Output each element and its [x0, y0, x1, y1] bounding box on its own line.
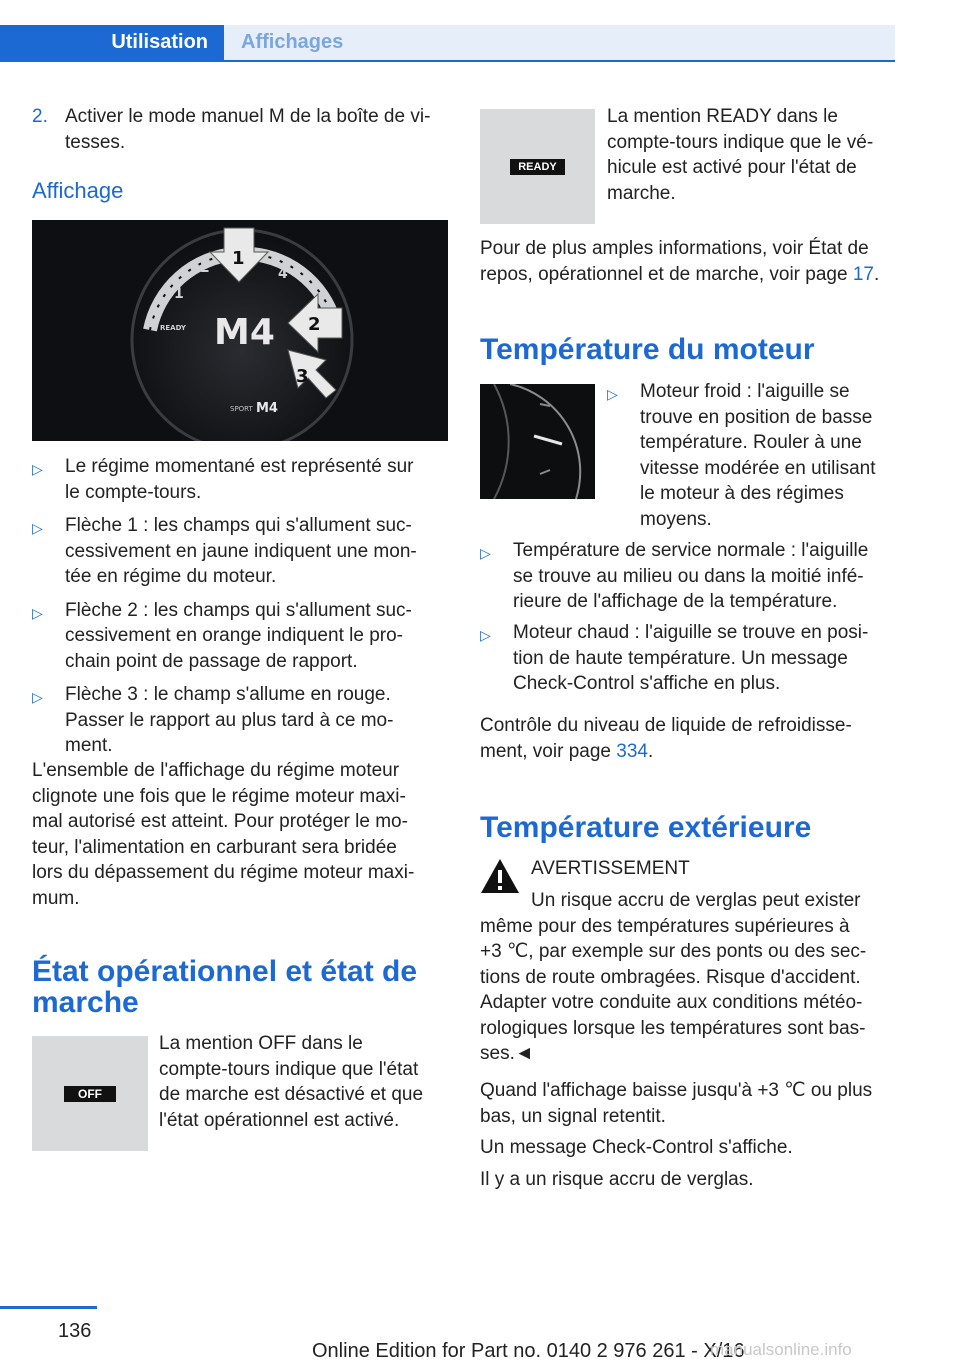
para-line: +3 ℃, par exemple sur des ponts ou des sec- — [480, 941, 867, 962]
coolant-paragraph — [480, 713, 920, 764]
list-item — [480, 538, 920, 615]
para-line: lors du dépassement du régime moteur maxi- — [32, 862, 415, 883]
arrow-number: 2 — [308, 314, 321, 335]
triangle-bullet-icon: ▷ — [32, 520, 43, 536]
triangle-bullet-icon: ▷ — [32, 689, 43, 705]
temperature-gauge-image — [480, 384, 595, 499]
para-line: ses.◄ — [480, 1043, 534, 1064]
tab-affichages[interactable]: Affichages — [224, 25, 895, 60]
para-line: compte-tours indique que le vé- — [607, 131, 874, 153]
off-indicator-image — [32, 1036, 148, 1151]
list-line: Moteur chaud : l'aiguille se trouve en posi- — [513, 622, 869, 643]
shift-lights-image — [32, 220, 448, 441]
arrow-number: 3 — [296, 366, 309, 387]
para-line: bas, un signal retentit. — [480, 1105, 666, 1127]
para-line: marche. — [607, 182, 676, 204]
list-line: moyens. — [640, 508, 712, 530]
para-line: compte-tours indique que l'état — [159, 1058, 419, 1080]
tachometer-graphic — [32, 220, 448, 441]
para-line: mal autorisé est atteint. Pour protéger le mo- — [32, 811, 408, 832]
header-rule — [0, 60, 895, 62]
ready-badge: READY — [510, 159, 565, 175]
para-line: La mention READY dans le — [607, 106, 838, 127]
list-line: le compte-tours. — [65, 481, 202, 503]
page-link[interactable]: 334 — [616, 740, 648, 762]
para-line: teur, l'alimentation en carburant sera bridée — [32, 836, 397, 858]
para-line: hicule est activé pour l'état de — [607, 157, 857, 178]
para-line: Contrôle du niveau de liquide de refroidisse- — [480, 715, 852, 736]
tick-label: 4 — [278, 266, 288, 282]
footer-rule — [0, 1306, 97, 1309]
list-line: Le régime momentané est représenté sur — [65, 456, 414, 477]
subheading-affichage: Affichage — [32, 178, 124, 203]
list-line: vitesse modérée en utilisant — [640, 457, 876, 479]
watermark: manualsonline.info — [710, 1340, 852, 1359]
ready-label: READY — [160, 324, 186, 332]
info-paragraph — [480, 236, 920, 287]
triangle-bullet-icon: ▷ — [32, 604, 43, 621]
temperature-gauge-graphic — [480, 384, 595, 499]
list-line: Moteur froid : l'aiguille se — [640, 381, 850, 402]
list-line: se trouve au milieu ou dans la moitié infé- — [513, 565, 864, 587]
list-item — [32, 598, 452, 675]
off-description — [159, 1031, 459, 1133]
list-item — [32, 513, 452, 590]
heading-etat-operationnel — [32, 956, 462, 1018]
list-line: le moteur à des régimes — [640, 483, 844, 504]
edition-text: Online Edition for Part no. 0140 2 976 261 - X/16 — [312, 1340, 745, 1362]
step-number: 2. — [32, 106, 48, 127]
list-line: température. Rouler à une — [640, 432, 862, 453]
triangle-bullet-icon: ▷ — [607, 386, 618, 402]
heading-temperature-moteur: Température du moteur — [480, 333, 815, 366]
para-line: La mention OFF dans le — [159, 1033, 363, 1054]
list-line: trouve en position de basse — [640, 406, 873, 428]
page-link[interactable]: 17 — [852, 263, 874, 285]
list-item — [32, 454, 452, 505]
list-line: tée en régime du moteur. — [65, 566, 277, 587]
para-line: rologiques lorsque les températures sont bas- — [480, 1017, 866, 1039]
list-line: Flèche 1 : les champs qui s'allument suc- — [65, 515, 412, 536]
text-span: . — [873, 263, 880, 285]
para-line: Pour de plus amples informations, voir État de — [480, 238, 869, 259]
para-line: même pour des températures supérieures à — [480, 915, 850, 937]
para-line: clignote une fois que le régime moteur maxi- — [32, 785, 406, 807]
tick-label: 1 — [174, 286, 184, 302]
sport-gear: M4 — [256, 401, 278, 416]
para-line — [480, 739, 920, 765]
list-line: chain point de passage de rapport. — [65, 650, 358, 672]
list-line: ment. — [65, 735, 113, 756]
step-2 — [32, 104, 452, 155]
triangle-bullet-icon: ▷ — [32, 461, 43, 477]
para-line: l'état opérationnel est activé. — [159, 1109, 400, 1131]
warning-title: AVERTISSEMENT — [531, 858, 690, 879]
para-line: Un risque accru de verglas peut exister — [531, 890, 861, 911]
list-line: Check-Control s'affiche en plus. — [513, 673, 781, 694]
ready-description — [607, 104, 907, 206]
step-line: Activer le mode manuel M de la boîte de vi- — [65, 106, 431, 127]
paragraph-rpm — [32, 758, 452, 911]
heading-line: État opérationnel et état de — [32, 955, 418, 988]
para-line: tions de route ombragées. Risque d'accident. — [480, 966, 861, 988]
list-line: Flèche 3 : le champ s'allume en rouge. — [65, 684, 391, 705]
list-line: rieure de l'affichage de la température. — [513, 591, 838, 612]
off-badge: OFF — [64, 1086, 116, 1102]
check-control-paragraph: Un message Check-Control s'affiche. — [480, 1137, 793, 1158]
warning-text — [480, 888, 920, 1067]
list-line: cessivement en jaune indiquent une mon- — [65, 540, 417, 562]
text-span: repos, opérationnel et de marche, voir page — [480, 263, 853, 285]
triangle-bullet-icon: ▷ — [480, 545, 491, 561]
gear-indicator: M4 — [214, 312, 275, 353]
arrow-number: 1 — [232, 248, 245, 269]
text-span: ment, voir page — [480, 740, 617, 762]
signal-paragraph — [480, 1078, 920, 1129]
list-item — [607, 379, 907, 532]
list-line: Passer le rapport au plus tard à ce mo- — [65, 709, 394, 731]
list-line: Flèche 2 : les champs qui s'allument suc- — [65, 599, 412, 621]
list-item — [32, 682, 452, 759]
list-item — [480, 620, 920, 697]
para-line — [480, 262, 920, 288]
para-line: mum. — [32, 887, 80, 909]
step-line: tesses. — [65, 131, 126, 153]
ready-indicator-image — [480, 109, 595, 224]
triangle-bullet-icon: ▷ — [480, 627, 491, 643]
page-number: 136 — [58, 1320, 92, 1342]
para-line: L'ensemble de l'affichage du régime moteur — [32, 760, 400, 781]
list-line: tion de haute température. Un message — [513, 647, 848, 669]
bullet-list — [32, 454, 452, 759]
para-line: Adapter votre conduite aux conditions météo- — [480, 992, 863, 1013]
heading-temperature-exterieure: Température extérieure — [480, 811, 812, 844]
para-line: de marche est désactivé et que — [159, 1084, 424, 1105]
tab-utilisation[interactable]: Utilisation — [0, 25, 224, 60]
ice-risk-paragraph: Il y a un risque accru de verglas. — [480, 1169, 754, 1190]
text-span: . — [647, 740, 654, 762]
list-line: Température de service normale : l'aiguille — [513, 540, 869, 561]
tick-label: 2 — [200, 260, 210, 276]
sport-label: SPORT — [230, 405, 253, 413]
list-line: cessivement en orange indiquent le pro- — [65, 625, 403, 646]
heading-line: marche — [32, 986, 139, 1019]
para-line: Quand l'affichage baisse jusqu'à +3 ℃ ou plus — [480, 1080, 873, 1101]
